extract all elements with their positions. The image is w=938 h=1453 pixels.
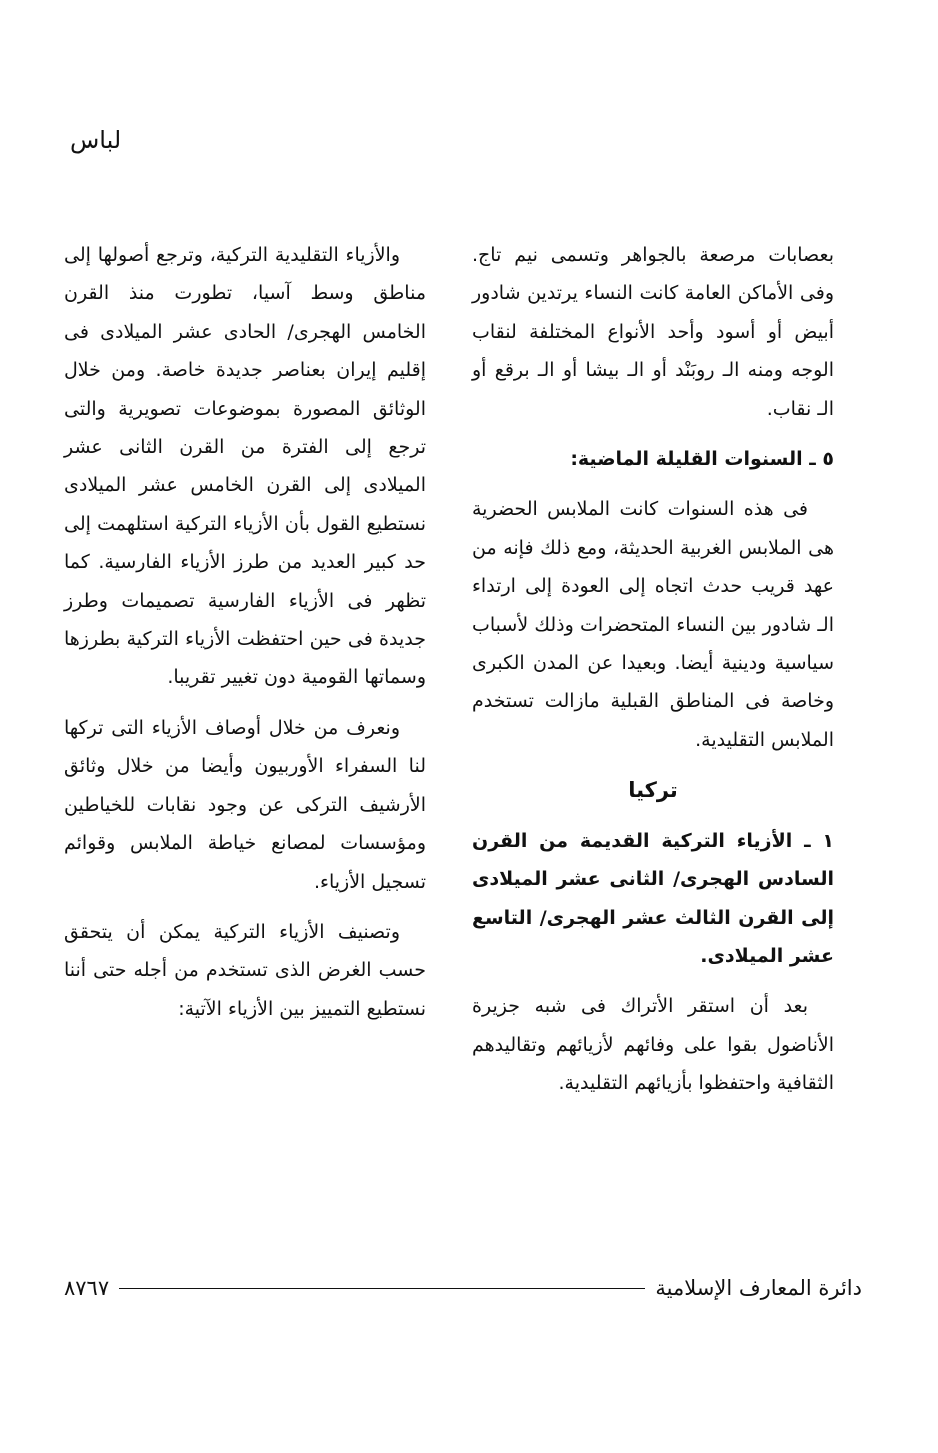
section-heading: ٥ ـ السنوات القليلة الماضية: [570,448,834,471]
running-title: لباس [70,126,122,154]
paragraph: وتصنيف الأزياء التركية يمكن أن يتحقق حسب الغرض الذى تستخدم من أجله حتى أننا نستطيع التمييز بين الأزياء الآتية: [64,920,426,1020]
right-column [472,236,834,1115]
page-number: ٨٧٦٧ [64,1276,110,1300]
footer-rule [119,1288,645,1289]
paragraph: فى هذه السنوات كانت الملابس الحضرية هى الملابس الغربية الحديثة، ومع ذلك فإنه من عهد قريب حدث اتجاه إلى العودة إلى ارتداء الـ شادور بين النساء المتحضرات وذلك لأسباب سياسية ودينية أيضا. وبعيدا عن المدن الكبرى وخاصة فى المناطق القبلية مازالت تستخدم الملابس التقليدية. [472,498,834,751]
paragraph: بعد أن استقر الأتراك فى شبه جزيرة الأناضول بقوا على وفائهم لأزيائهم وتقاليدهم الثقافية واحتفظوا بأزيائهم التقليدية. [472,995,834,1095]
paragraph: والأزياء التقليدية التركية، وترجع أصولها إلى مناطق وسط آسيا، تطورت منذ القرن الخامس الهجرى/ الحادى عشر الميلادى فى إقليم إيران بعناصر جديدة خاصة. ومن خلال الوثائق المصورة بموضوعات تصويرية والتى ترجع إلى الفترة من القرن الثانى عشر الميلادى إلى القرن الخامس عشر الميلادى نستطيع القول بأن الأزياء التركية استلهمت إلى حد كبير العديد من طرز الأزياء الفارسية. كما تظهر فى الأزياء الفارسية تصميمات وطرز جديدة فى حين احتفظت الأزياء التركية بطرزها وسماتها القومية دون تغيير تقريبا. [64,244,426,689]
paragraph: ونعرف من خلال أوصاف الأزياء التى تركها لنا السفراء الأوربيون وأيضا من خلال وثائق الأرشيف التركى عن وجود نقابات للخياطين ومؤسسات لمصانع خياطة الملابس وقوائم تسجيل الأزياء. [64,716,426,893]
section-heading: ١ ـ الأزياء التركية القديمة من القرن السادس الهجرى/ الثانى عشر الميلادى إلى القرن الثالث عشر الهجرى/ التاسع عشر الميلادى. [472,829,834,967]
left-column [64,236,426,1040]
section-title: تركيا [628,778,678,803]
page-footer [64,1270,862,1306]
publication-name: دائرة المعارف الإسلامية [655,1276,862,1300]
paragraph: بعصابات مرصعة بالجواهر وتسمى نيم تاج. وفى الأماكن العامة كانت النساء يرتدين شادور أبيض أو أسود وأحد الأنواع المختلفة لنقاب الوجه ومنه الـ روبَنْد أو الـ بيشا أو الـ برقع أو الـ نقاب. [472,244,834,420]
